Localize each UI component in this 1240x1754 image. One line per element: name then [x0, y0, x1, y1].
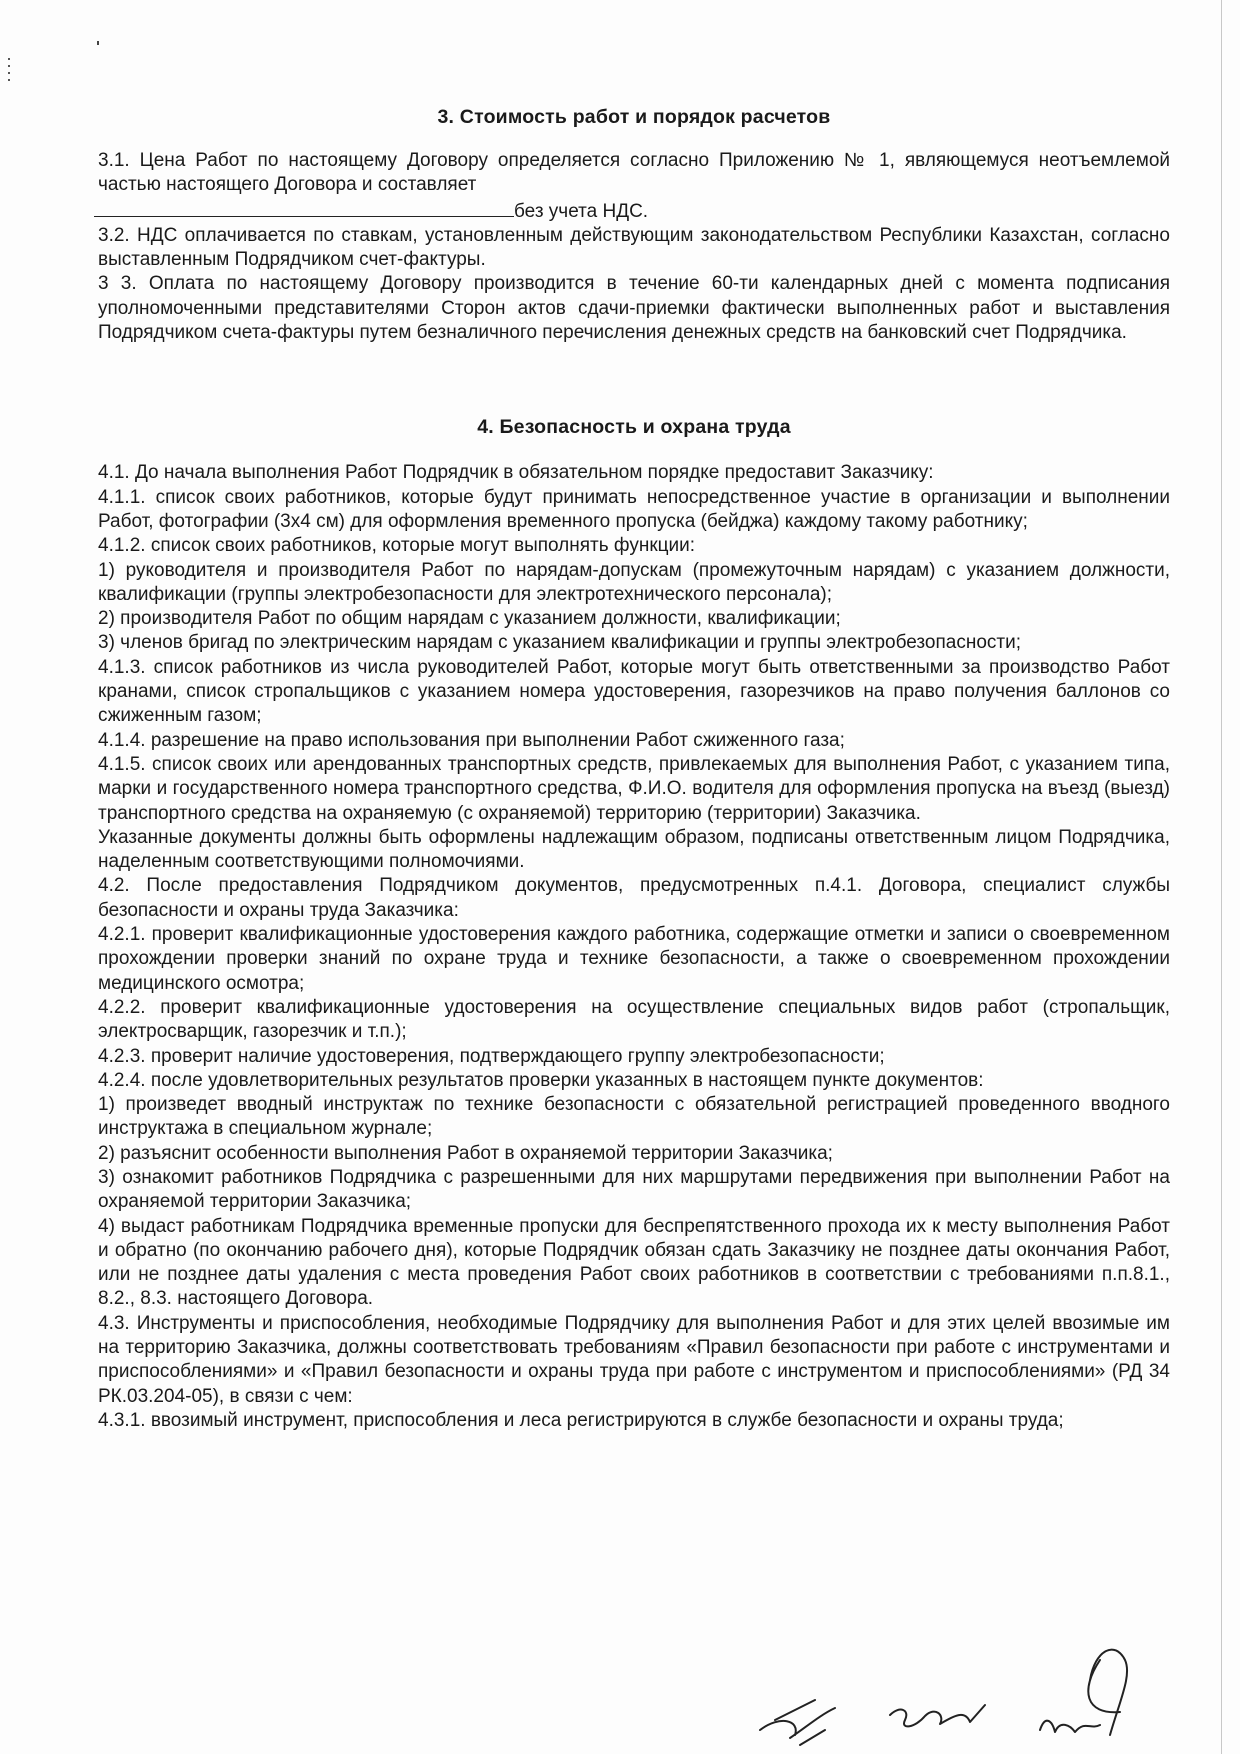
section-4-paragraph: 4.1.1. список своих работников, которые будут принимать непосредственное участие в организации и выполнении Работ, фотографии (3х4 см) для оформления временного пропуска (бейджа) каждому такому работнику;	[98, 486, 1170, 532]
signature-3	[1040, 1650, 1127, 1735]
section-4-paragraph: 3) ознакомит работников Подрядчика с разрешенными для них маршрутами передвижения при выполнении Работ на охраняемой территории Заказчика;	[98, 1166, 1170, 1213]
section-4-paragraph: 4.3.1. ввозимый инструмент, приспособления и леса регистрируются в службе безопасности и охраны труда;	[98, 1409, 1064, 1431]
signature-2	[890, 1705, 985, 1726]
section-4-paragraph: 4.3. Инструменты и приспособления, необходимые Подрядчику для выполнения Работ и для этих целей ввозимые им на территорию Заказчика, должны соответствовать требованиям «Правил безопасности при работе с инструментами и приспособлениями» и «Правил безопасности и охраны труда при работе с инструментом и приспособлениями» (РД 34 РК.03.204-05), в связи с чем:	[98, 1312, 1170, 1407]
price-blank-line	[94, 198, 514, 217]
section-4-paragraph: Указанные документы должны быть оформлены надлежащим образом, подписаны ответственным лицом Подрядчика, наделенным соответствующими полномочиями.	[98, 826, 1170, 873]
signature-1	[760, 1700, 835, 1745]
margin-marks	[6, 58, 14, 84]
section-4-paragraph: 4.2. После предоставления Подрядчиком документов, предусмотренных п.4.1. Договора, специалист службы безопасности и охраны труда Заказчика:	[98, 875, 1170, 921]
section-4-paragraph: 4.1.2. список своих работников, которые могут выполнять функции:	[98, 535, 696, 557]
section-4-paragraph: 1) руководителя и производителя Работ по нарядам-допускам (промежуточным нарядам) с указанием должности, квалификации (группы электробезопасности для электротехнического персонала);	[98, 559, 1170, 605]
section-3-title: 3. Стоимость работ и порядок расчетов	[437, 106, 831, 128]
document-body	[98, 106, 1170, 1433]
section-4-paragraph: 4.1.5. список своих или арендованных транспортных средств, привлекаемых для выполнения Работ, с указанием типа, марки и государственного номера транспортного средства, Ф.И.О. водителя для оформления пропуска на въезд (выезд) транспортного средства на охраняемую (с охраняемой) территорию (территории) Заказчика.	[98, 753, 1170, 824]
section-4-paragraph: 4.1. До начала выполнения Работ Подрядчик в обязательном порядке предоставит Заказчику:	[98, 462, 934, 484]
signatures	[740, 1620, 1160, 1750]
clause-3-1-text: 3.1. Цена Работ по настоящему Договору определяется согласно Приложению № 1, являющемуся неотъемлемой частью настоящего Договора и составляет	[98, 150, 1170, 196]
section-4-paragraph: 3) членов бригад по электрическим нарядам с указанием квалификации и группы электробезопасности;	[98, 632, 1021, 654]
clause-3-1-tail: без учета НДС.	[514, 200, 649, 222]
section-4-paragraph: 4.2.2. проверит квалификационные удостоверения на осуществление специальных видов работ (стропальщик, электросварщик, газорезчик и т.п.);	[98, 996, 1170, 1043]
scan-speck	[97, 41, 99, 45]
section-4-paragraph: 4.1.3. список работников из числа руководителей Работ, которые могут быть ответственными за производство Работ кранами, список стропальщиков с указанием номера удостоверения, газорезчиков на право получения баллонов со сжиженным газом;	[98, 656, 1170, 727]
section-4-paragraph: 4.1.4. разрешение на право использования при выполнении Работ сжиженного газа;	[98, 729, 845, 751]
section-4-paragraph: 4.2.4. после удовлетворительных результатов проверки указанных в настоящем пункте документов:	[98, 1069, 984, 1091]
clause-3-1	[98, 149, 1170, 224]
section-4-paragraph: 4) выдаст работникам Подрядчика временные пропуски для беспрепятственного прохода их к месту выполнения Работ и обратно (по окончанию рабочего дня), которые Подрядчик обязан сдать Заказчику не позднее даты окончания Работ, или не позднее даты удаления с места проведения Работ своих работников в соответствии с требованиями п.п.8.1., 8.2., 8.3. настоящего Договора.	[98, 1215, 1170, 1310]
section-4-paragraph: 1) произведет вводный инструктаж по технике безопасности с обязательной регистрацией проведенного вводного инструктажа в специальном журнале;	[98, 1094, 1170, 1140]
section-4-paragraph: 4.2.1. проверит квалификационные удостоверения каждого работника, содержащие отметки и записи о своевременном прохождении проверки знаний по охране труда и технике безопасности, а также о своевременном прохождении медицинского осмотра;	[98, 924, 1170, 994]
section-4-paragraph: 2) производителя Работ по общим нарядам с указанием должности, квалификации;	[98, 608, 841, 630]
clause-3-2: 3.2. НДС оплачивается по ставкам, установленным действующим законодательством Республики Казахстан, согласно выставленным Подрядчиком счет-фактуры.	[98, 224, 1170, 271]
section-4-paragraph: 4.2.3. проверит наличие удостоверения, подтверждающего группу электробезопасности;	[98, 1045, 885, 1067]
scan-edge-line	[1221, 0, 1222, 1754]
clause-3-3: 3 3. Оплата по настоящему Договору производится в течение 60-ти календарных дней с момента подписания уполномоченными представителями Сторон актов сдачи-приемки фактически выполненных работ и выставления Подрядчиком счета-фактуры путем безналичного перечисления денежных средств на банковский счет Подрядчика.	[98, 273, 1170, 344]
section-4-body	[98, 461, 1170, 1433]
section-4-title: 4. Безопасность и охрана труда	[477, 416, 791, 439]
section-4-paragraph: 2) разъяснит особенности выполнения Работ в охраняемой территории Заказчика;	[98, 1142, 833, 1164]
